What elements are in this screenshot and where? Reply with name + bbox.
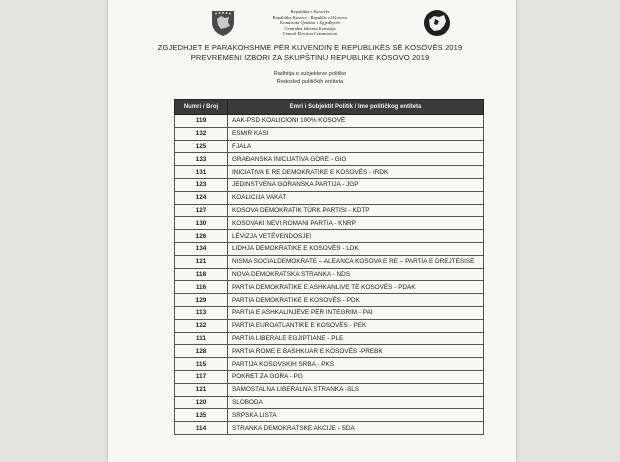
party-name: PARTIJA KOSOVSKIH SRBA - PKS	[228, 358, 484, 371]
table-row	[175, 217, 484, 230]
party-name: LËVIZJA VETËVENDOSJE!	[228, 230, 484, 243]
party-number: 133	[175, 153, 228, 166]
party-name: KOALICIJA VAKAT	[228, 191, 484, 204]
party-name: NISMA SOCIALDEMOKRATE – ALEANCA KOSOVA E RE – PARTIA E DREJTËSISË	[228, 255, 484, 268]
party-name: ESMIR KASI	[228, 127, 484, 140]
party-name: SRPSKA LISTA	[228, 409, 484, 422]
header-line: Centralna Izborna Komisija	[284, 25, 336, 31]
name-column-header: Emri i Subjektit Politik / Ime političkog entiteta	[228, 100, 484, 115]
table-row	[175, 140, 484, 153]
table-row	[175, 255, 484, 268]
party-number: 126	[175, 230, 228, 243]
table-row	[175, 358, 484, 371]
party-name: FJALA	[228, 140, 484, 153]
table-row	[175, 115, 484, 128]
table-row	[175, 281, 484, 294]
title-albanian: ZGJEDHJET E PARAKOHSHME PËR KUVENDIN E REPUBLIKËS SË KOSOVËS 2019	[157, 43, 463, 52]
party-name: KOSOVAKI NEVI ROMANI PARTIA - KNRP	[228, 217, 484, 230]
party-number: 118	[175, 268, 228, 281]
table-row	[175, 178, 484, 191]
table-row	[175, 319, 484, 332]
table-row	[175, 306, 484, 319]
table-row	[175, 332, 484, 345]
table-row	[175, 370, 484, 383]
title-serbian: PREVREMENI IZBORI ZA SKUPŠTINU REPUBLIKE KOSOVO 2019	[190, 53, 430, 62]
party-name: PARTIA LIBERALE EGJIPTIANE - PLE	[228, 332, 484, 345]
header-line: Republika Kosova - Republic of Kosovo	[272, 14, 348, 20]
party-number: 122	[175, 319, 228, 332]
party-number: 124	[175, 191, 228, 204]
party-name: SAMOSTALNA LIBERALNA STRANKA -SLS	[228, 383, 484, 396]
table-row	[175, 396, 484, 409]
party-number: 127	[175, 204, 228, 217]
table-row	[175, 345, 484, 358]
party-number: 114	[175, 422, 228, 435]
table-row	[175, 294, 484, 307]
party-name: INICIATIVA E RE DEMOKRATIKE E KOSOVËS - IRDK	[228, 166, 484, 179]
party-name: JEDINSTVENA GORANSKA PARTIJA - JGP	[228, 178, 484, 191]
table-row	[175, 166, 484, 179]
party-number: 113	[175, 306, 228, 319]
table-row	[175, 268, 484, 281]
party-name: STRANKA DEMOKRATSKE AKCIJE - SDA	[228, 422, 484, 435]
party-number: 134	[175, 242, 228, 255]
party-name: PARTIA DEMOKRATIKE E ASHKANLIVE TË KOSOVËS - PDAK	[228, 281, 484, 294]
party-number: 123	[175, 178, 228, 191]
table-header-row	[175, 100, 484, 115]
party-name: POKRET ZA GORA - PG	[228, 370, 484, 383]
number-column-header: Numri / Broj	[175, 100, 228, 115]
table-row	[175, 153, 484, 166]
party-number: 129	[175, 294, 228, 307]
party-name: PARTIA E ASHKALINJËVE PËR INTEGRIM - PAI	[228, 306, 484, 319]
party-list-table	[174, 99, 484, 435]
party-number: 121	[175, 383, 228, 396]
party-number: 117	[175, 370, 228, 383]
party-number: 115	[175, 358, 228, 371]
party-number: 125	[175, 140, 228, 153]
table-row	[175, 204, 484, 217]
subtitle-serbian: Redosled političkih entiteta	[276, 79, 344, 85]
party-name: SLOBODA	[228, 396, 484, 409]
subtitle-albanian: Radhitja e subjekteve politike	[273, 71, 347, 77]
party-number: 119	[175, 115, 228, 128]
party-number: 111	[175, 332, 228, 345]
party-name: GRAĐANSKA INICIJATIVA GORE - GIG	[228, 153, 484, 166]
party-name: NOVA DEMOKRATSKA STRANKA - NDS	[228, 268, 484, 281]
table-row	[175, 127, 484, 140]
header-line: Komisioni Qendror i Zgjedhjeve	[279, 20, 341, 25]
party-number: 121	[175, 255, 228, 268]
party-number: 120	[175, 396, 228, 409]
party-number: 128	[175, 345, 228, 358]
party-number: 132	[175, 127, 228, 140]
party-name: PARTIA ROME E BASHKUAR E KOSOVËS -PREBK	[228, 345, 484, 358]
party-name: AAK-PSD KOALICIONI 100% KOSOVË	[228, 115, 484, 128]
table-row	[175, 230, 484, 243]
party-name: PARTIA EUROATLANTIKE E KOSOVËS - PEK	[228, 319, 484, 332]
party-name: PARTIA DEMOKRATIKE E KOSOVËS - PDK	[228, 294, 484, 307]
party-number: 131	[175, 166, 228, 179]
party-number: 130	[175, 217, 228, 230]
party-number: 116	[175, 281, 228, 294]
table-row	[175, 191, 484, 204]
table-row	[175, 409, 484, 422]
table-row	[175, 422, 484, 435]
header-line: Central Election Commission	[282, 31, 338, 36]
party-name: LIDHJA DEMOKRATIKE E KOSOVËS - LDK	[228, 242, 484, 255]
table-row	[175, 383, 484, 396]
party-number: 135	[175, 409, 228, 422]
table-row	[175, 242, 484, 255]
header-line: Republika e Kosovës	[290, 9, 330, 14]
party-name: KOSOVA DEMOKRATIK TÜRK PARTISI - KDTP	[228, 204, 484, 217]
